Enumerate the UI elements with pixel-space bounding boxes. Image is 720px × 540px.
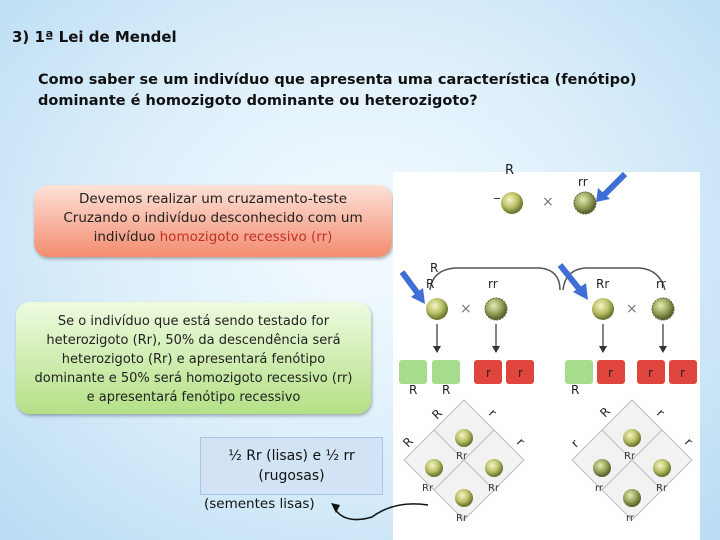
gamete-box-R3 <box>565 360 593 384</box>
test-cross-line-1: Devemos realizar um cruzamento-teste <box>78 191 348 207</box>
gamete-label-r2: r <box>518 366 523 380</box>
left-side-R1: R <box>429 406 446 423</box>
left-parent-label-bottom: R <box>426 277 435 291</box>
left-smooth-seed-icon <box>426 298 448 320</box>
right-side-r2: r <box>653 406 668 420</box>
right-cell-4: rr <box>626 513 635 524</box>
gamete-label-r4: r <box>648 366 653 380</box>
left-cell-1: Rr <box>456 451 468 462</box>
left-cell-2: Rr <box>422 483 434 494</box>
top-parent-underline: _ <box>494 185 500 199</box>
cross-symbol: × <box>542 194 554 210</box>
gamete-label-r5: r <box>680 366 685 380</box>
left-cell-3: Rr <box>488 483 500 494</box>
slide-title: 3) 1ª Lei de Mendel <box>12 28 177 46</box>
test-cross-line-3-prefix: indivíduo <box>93 229 160 245</box>
gamete-label-R1: R <box>409 383 418 397</box>
right-parent-label: Rr <box>596 277 610 291</box>
left-parent-label-top: R <box>430 261 439 275</box>
arrow-blue-left <box>402 272 419 295</box>
test-cross-line-2: Cruzando o indivíduo desconhecido com um <box>63 210 363 226</box>
left-cross-symbol: × <box>460 301 472 317</box>
right-cell-3: Rr <box>656 483 668 494</box>
right-cross-symbol: × <box>626 301 638 317</box>
recessive-highlight: homozigoto recessivo (rr) <box>159 229 333 245</box>
left-side-r2: r <box>513 435 528 449</box>
seeds-note: (sementes lisas) <box>204 496 315 512</box>
left-wrinkled-seed-icon <box>485 298 507 320</box>
top-parent-label: R <box>505 163 515 178</box>
right-wrinkled-seed-icon <box>652 298 674 320</box>
top-recessive-label: rr <box>578 175 588 189</box>
right-side-R: R <box>597 404 614 421</box>
gamete-box-R1 <box>399 360 427 384</box>
gamete-label-r3: r <box>608 366 613 380</box>
gamete-label-r1: r <box>486 366 491 380</box>
smooth-seed-icon <box>501 192 523 214</box>
left-side-R2: R <box>400 434 417 451</box>
arrow-blue-top <box>604 174 625 195</box>
pointer-arrow <box>334 504 428 520</box>
gamete-box-R2 <box>432 360 460 384</box>
question-text: Como saber se um indivíduo que apresenta uma característica (fenótipo) dominante é homozigoto dominante ou heterozigoto? <box>38 72 637 109</box>
gamete-label-R2: R <box>442 383 451 397</box>
wrinkled-seed-icon <box>574 192 596 214</box>
left-side-r1: r <box>485 406 500 420</box>
right-side-r1: r <box>568 436 582 451</box>
gamete-label-R3: R <box>571 383 580 397</box>
right-cell-2: rr <box>595 483 604 494</box>
heterozygote-text: Se o indivíduo que está sendo testado for heterozigoto (Rr), 50% da descendência será heterozigoto (Rr) e apresentará fenótipo dominante e 50% será homozigoto recessivo (rr) e apresentará fenótipo recessivo <box>34 314 353 405</box>
left-cell-4: Rr <box>456 513 468 524</box>
left-recessive-label: rr <box>488 277 498 291</box>
right-smooth-seed-icon <box>592 298 614 320</box>
right-recessive-label: rr <box>656 277 666 291</box>
right-cell-1: Rr <box>624 451 636 462</box>
right-punnett-square <box>568 400 695 524</box>
right-side-r3: r <box>681 435 696 449</box>
left-punnett-square <box>400 400 527 524</box>
result-text: ½ Rr (lisas) e ½ rr (rugosas) <box>228 448 355 484</box>
